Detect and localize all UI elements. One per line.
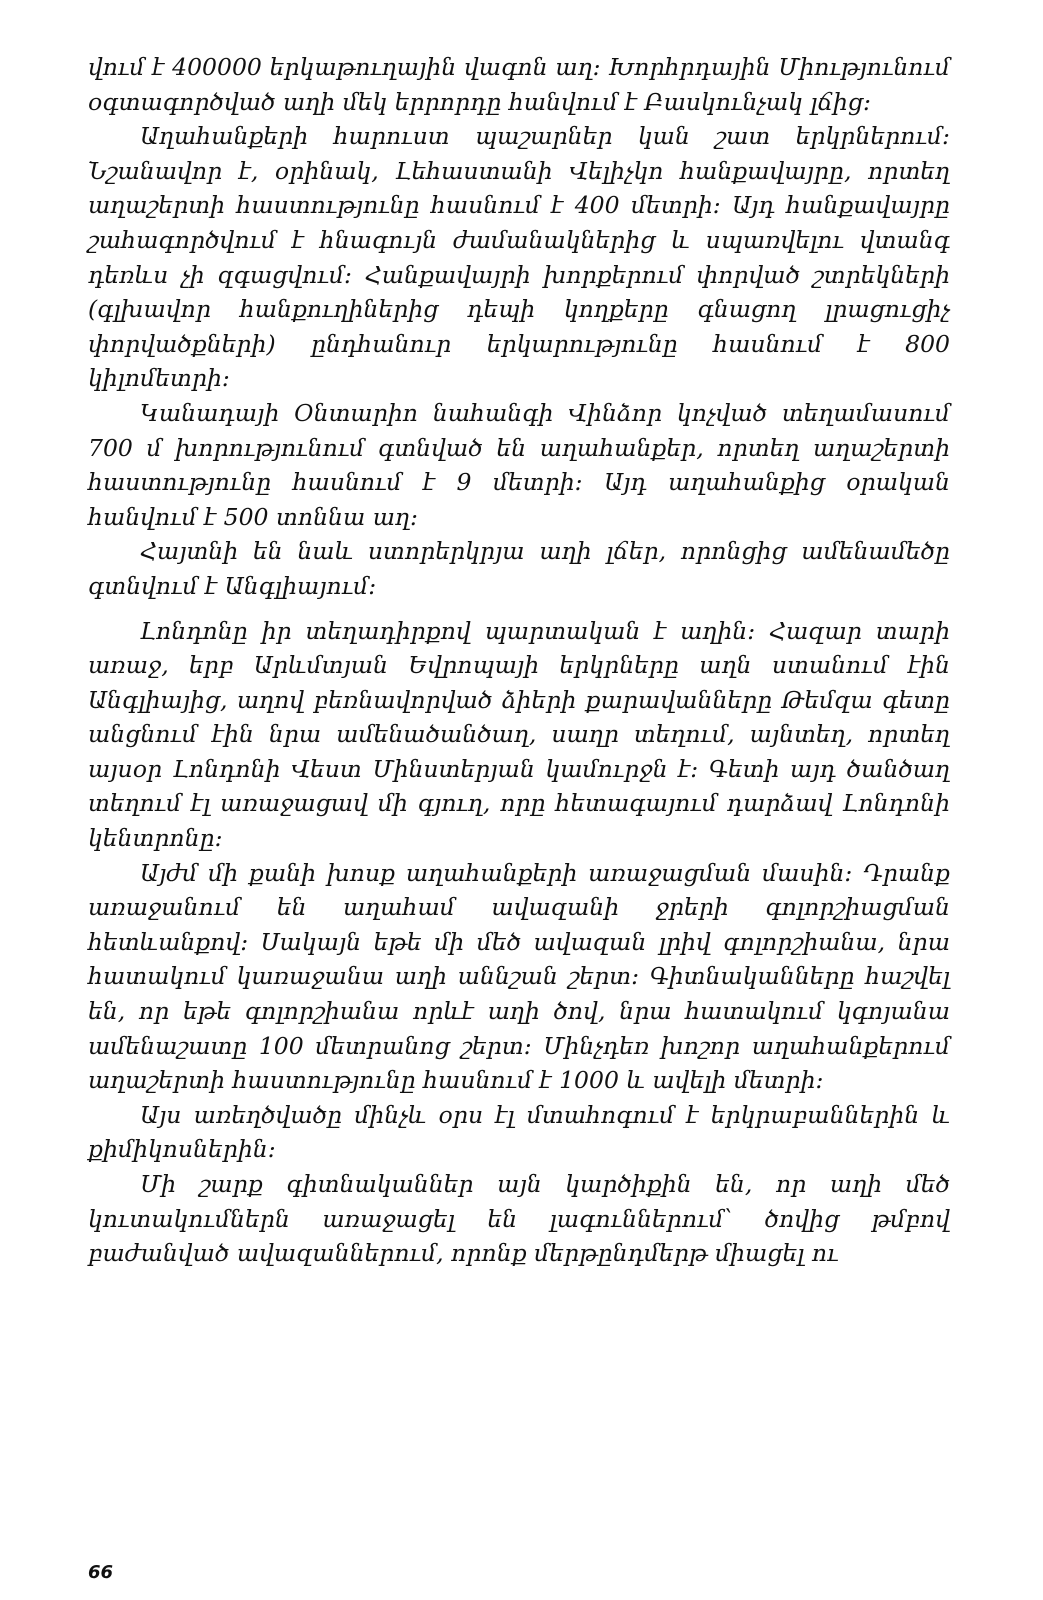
paragraph-7: Այս առեղծվածը մինչև օրս էլ մտահոգում է երկրաբաններին և քիմիկոսներին։ — [88, 1100, 950, 1164]
paragraph-3: Կանադայի Օնտարիո նահանգի Վինձոր կոչված տեղամասում 700 մ խորությունում գտնված են աղահանքեր, որտեղ աղաշերտի հաստությունը հասնում է 9 մետրի։ Այդ աղահանքից օրական հանվում է 500 տոննա աղ։ — [88, 398, 950, 531]
paragraph-4: Հայտնի են նաև ստորերկրյա աղի լճեր, որոնցից ամենամեծը գտնվում է Անգլիայում։ — [88, 537, 950, 600]
paragraph-1: վում է 400000 երկաթուղային վագոն աղ։ Խորհրդային Միությունում օգտագործված աղի մեկ երրորդը հանվում է Բասկունչակ լճից։ — [88, 53, 950, 116]
paragraph-6: Այժմ մի քանի խոսք աղահանքերի առաջացման մասին։ Դրանք առաջանում են աղահամ ավազանի ջրերի գոլորշիացման հետևանքով։ Սակայն եթե մի մեծ ավազան լրիվ գոլորշիանա, նրա հատակում կառաջանա աղի աննշան շերտ։ Գիտնականները հաշվել են, որ եթե գոլորշիանա որևէ աղի ծով, նրա հատակում կգոյանա ամենաշատը 100 մետրանոց շերտ։ Մինչդեռ խոշոր աղահանքերում աղաշերտի հաստությունը հասնում է 1000 և ավելի մետրի։ — [88, 858, 950, 1095]
page-number: 66 — [88, 1562, 114, 1583]
paragraph-5: Լոնդոնը իր տեղադիրքով պարտական է աղին։ Հազար տարի առաջ, երբ Արևմտյան Եվրոպայի երկրները աղն ստանում էին Անգլիայից, աղով բեռնավորված ձիերի քարավանները Թեմզա գետը անցնում էին նրա ամենածանծաղ, սաղր տեղում, այնտեղ, որտեղ այսօր Լոնդոնի Վեստ Մինստերյան կամուրջն է։ Գետի այդ ծանծաղ տեղում էլ առաջացավ մի գյուղ, որը հետագայում դարձավ Լոնդոնի կենտրոնը։ — [88, 616, 950, 853]
paragraph-2: Աղահանքերի հարուստ պաշարներ կան շատ երկրներում։ Նշանավոր է, օրինակ, Լեհաստանի Վելիչկո հանքավայրը, որտեղ աղաշերտի հաստությունը հասնում է 400 մետրի։ Այդ հանքավայրը շահագործվում է հնագույն ժամանակներից և սպառվելու վտանգ դեռևս չի զգացվում։ Հանքավայրի խորքերում փորված շտրեկների (գլխավոր հանքուղիներից դեպի կողքերը գնացող լրացուցիչ փորվածքների) ընդհանուր երկարությունը հասնում է 800 կիլոմետրի։ — [88, 122, 950, 393]
paragraph-8: Մի շարք գիտնականներ այն կարծիքին են, որ աղի մեծ կուտակումներն առաջացել են լագուններում՝ ծովից թմբով բաժանված ավազաններում, որոնք մերթընդմերթ միացել ու — [88, 1170, 950, 1268]
page-text — [88, 50, 950, 1271]
